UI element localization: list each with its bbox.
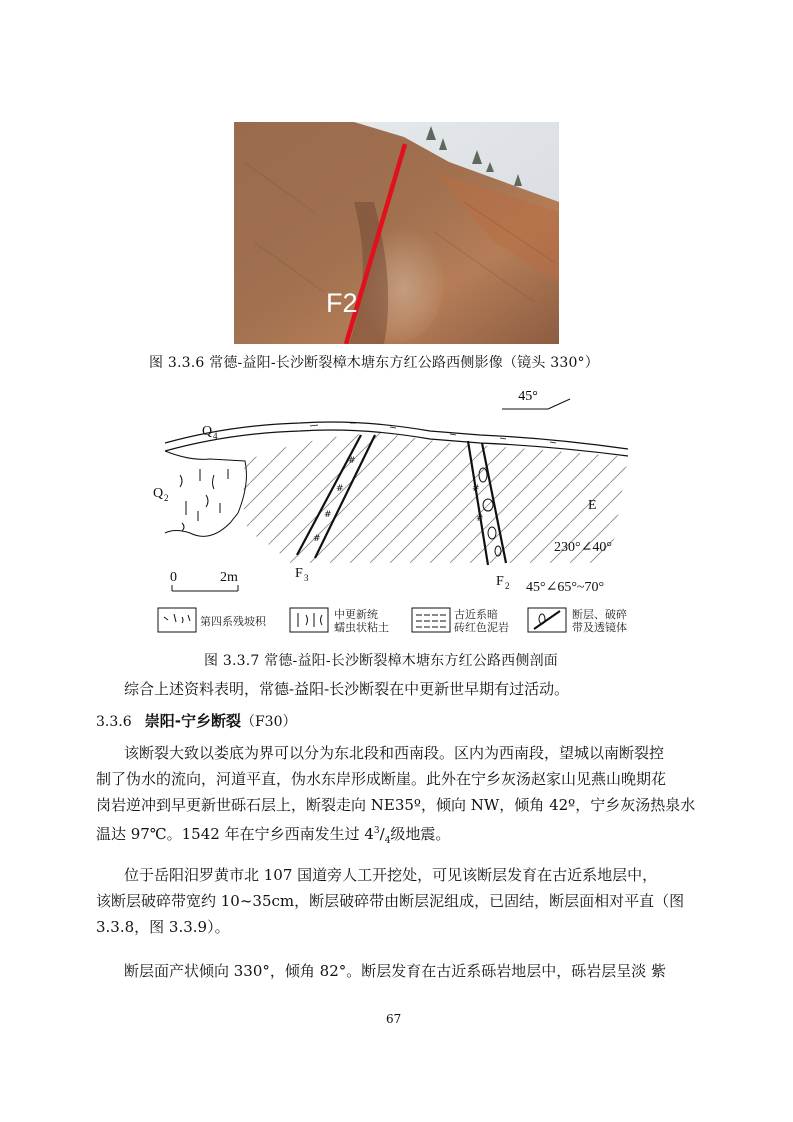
legend-label-2a: 中更新统 xyxy=(334,608,378,621)
p1-line-4-a: 温达 97℃。1542 年在宁乡西南发生过 4 xyxy=(96,825,374,843)
q2-worm-marks xyxy=(180,469,228,531)
legend-item-mudstone xyxy=(412,607,509,634)
label-f3-sub: 3 xyxy=(304,573,309,583)
section-code: （F30） xyxy=(240,714,297,730)
scale-zero: 0 xyxy=(170,570,177,585)
legend-item-fault xyxy=(528,607,627,634)
orientation-label: 45° xyxy=(518,389,538,404)
svg-text:#: # xyxy=(313,534,321,544)
legend-label-1: 第四系残坡积 xyxy=(200,615,266,628)
label-f2-sub: 2 xyxy=(505,581,510,591)
label-attitude-f2: 45°∠65°~70° xyxy=(526,580,605,595)
section-heading xyxy=(96,710,696,730)
photo-fault-label: F2 xyxy=(326,288,358,318)
label-f3: F xyxy=(295,566,303,581)
p1-line-4-sup: 3 xyxy=(373,826,380,836)
figure-3-3-7-caption: 图 3.3.7 常德-益阳-长沙断裂樟木塘东方红公路西侧剖面 xyxy=(204,653,558,669)
label-q2-sub: 2 xyxy=(164,493,169,503)
orientation-indicator xyxy=(502,389,570,409)
p2-line-1: 位于岳阳汨罗黄市北 107 国道旁人工开挖处，可见该断层发育在古近系地层中， xyxy=(124,866,658,884)
legend-label-4a: 断层、破碎 xyxy=(572,608,627,621)
svg-text:#: # xyxy=(476,514,484,524)
p1-line-4-b: 级地震。 xyxy=(390,825,451,843)
p1-line-1: 该断裂大致以娄底为界可以分为东北段和西南段。区内为西南段，望城以南断裂控 xyxy=(124,744,665,762)
scale-length: 2m xyxy=(220,570,238,585)
label-q4-sub: 4 xyxy=(213,431,218,441)
label-q2: Q xyxy=(153,486,164,501)
outcrop-photo xyxy=(234,122,559,344)
p1-line-4-sub: 4 xyxy=(384,836,391,846)
p3-line-1: 断层面产状倾向 330°，倾角 82°。断层发育在古近系砾岩地层中，砾岩层呈淡 紫 xyxy=(124,962,667,980)
cross-section-svg xyxy=(150,383,650,639)
cross-section-diagram xyxy=(150,383,650,639)
legend xyxy=(158,607,627,634)
p2-line-2: 该断层破碎带宽约 10~35cm，断层破碎带由断层泥组成，已固结，断层面相对平直（图 xyxy=(96,892,685,910)
outcrop-photo-image xyxy=(234,122,559,344)
legend-label-2b: 蠕虫状粘土 xyxy=(334,621,389,634)
label-q4: Q xyxy=(202,424,213,439)
svg-text:#: # xyxy=(472,484,480,494)
p2-line-3: 3.3.8，图 3.3.9）。 xyxy=(96,918,230,936)
svg-text:#: # xyxy=(348,456,356,466)
label-e: E xyxy=(588,498,597,513)
section-number: 3.3.6 xyxy=(96,714,132,730)
p1-line-2: 制了伪水的流向，河道平直，伪水东岸形成断崖。此外在宁乡灰汤赵家山见燕山晚期花 xyxy=(96,770,667,788)
legend-item-residual xyxy=(158,608,267,632)
p1-line-4-slash: / xyxy=(379,825,385,843)
label-f2: F xyxy=(496,574,504,589)
scale-bar xyxy=(172,585,238,591)
legend-item-clay xyxy=(290,607,389,634)
p1-line-3: 岗岩逆冲到早更新世砾石层上，断裂走向 NE35º，倾向 NW，倾角 42º，宁乡灰汤热泉水 xyxy=(96,796,696,814)
section-title: 崇阳-宁乡断裂 xyxy=(144,712,241,730)
legend-label-4b: 带及透镜体 xyxy=(572,621,627,634)
svg-text:#: # xyxy=(324,510,332,520)
label-attitude-e: 230°∠40° xyxy=(554,540,612,555)
legend-label-3b: 砖红色泥岩 xyxy=(454,621,509,634)
p1-line-4 xyxy=(96,818,696,854)
figure-3-3-6-caption: 图 3.3.6 常德-益阳-长沙断裂樟木塘东方红公路西侧影像（镜头 330°） xyxy=(149,355,599,371)
svg-text:#: # xyxy=(336,484,344,494)
summary-line: 综合上述资料表明，常德-益阳-长沙断裂在中更新世早期有过活动。 xyxy=(124,680,570,698)
legend-label-3a: 古近系暗 xyxy=(454,608,498,621)
page-number: 67 xyxy=(386,1012,402,1026)
